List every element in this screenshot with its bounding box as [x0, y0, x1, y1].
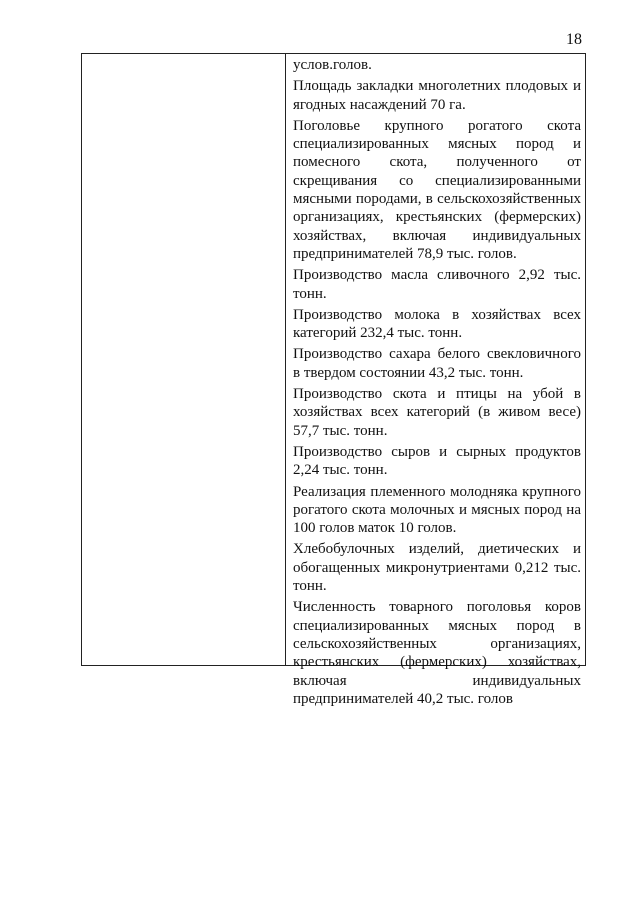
paragraph-breeding-young-stock: Реализация племенного молодняка крупного рогатого скота молочных и мясных пород на 100 голов маток 10 голов.: [293, 483, 581, 537]
paragraph-herd-units: услов.голов.: [293, 57, 372, 73]
indicators-table: [81, 53, 586, 707]
paragraph-cheese-production: Производство сыров и сырных продуктов 2,24 тыс. тонн.: [293, 443, 581, 479]
paragraph-livestock-slaughter: Производство скота и птицы на убой в хозяйствах всех категорий (в живом весе) 57,7 тыс. тонн.: [293, 386, 581, 439]
table-left-cell: [82, 54, 286, 665]
paragraph-milk-production: Производство молока в хозяйствах всех категорий 232,4 тыс. тонн.: [293, 306, 581, 342]
paragraph-bakery-products: Хлебобулочных изделий, диетических и обогащенных микронутриентами 0,212 тыс. тонн.: [293, 541, 581, 595]
paragraph-orchard-area: Площадь закладки многолетних плодовых и ягодных насаждений 70 га.: [293, 78, 581, 113]
paragraph-sugar-production: Производство сахара белого свекловичного в твердом состоянии 43,2 тыс. тонн.: [293, 346, 581, 381]
table-right-cell: [286, 54, 585, 707]
paragraph-beef-cows-count: Численность товарного поголовья коров специализированных мясных пород в сельскохозяйственных организациях, крестьянских (фермерских) хозяйствах, включая индивидуальных предпринимателей 40,2 тыс. голов: [293, 599, 581, 707]
paragraph-beef-cattle-population: Поголовье крупного рогатого скота специализированных мясных пород и помесного скота, полученного от скрещивания со специализированными мясными породами, в сельскохозяйственных организациях, крестьянских (фермерских) хозяйствах, включая индивидуальных предпринимателей 78,9 тыс. голов.: [293, 117, 581, 262]
page-number: 18: [566, 31, 582, 48]
paragraph-butter-production: Производство масла сливочного 2,92 тыс. тонн.: [293, 267, 581, 302]
